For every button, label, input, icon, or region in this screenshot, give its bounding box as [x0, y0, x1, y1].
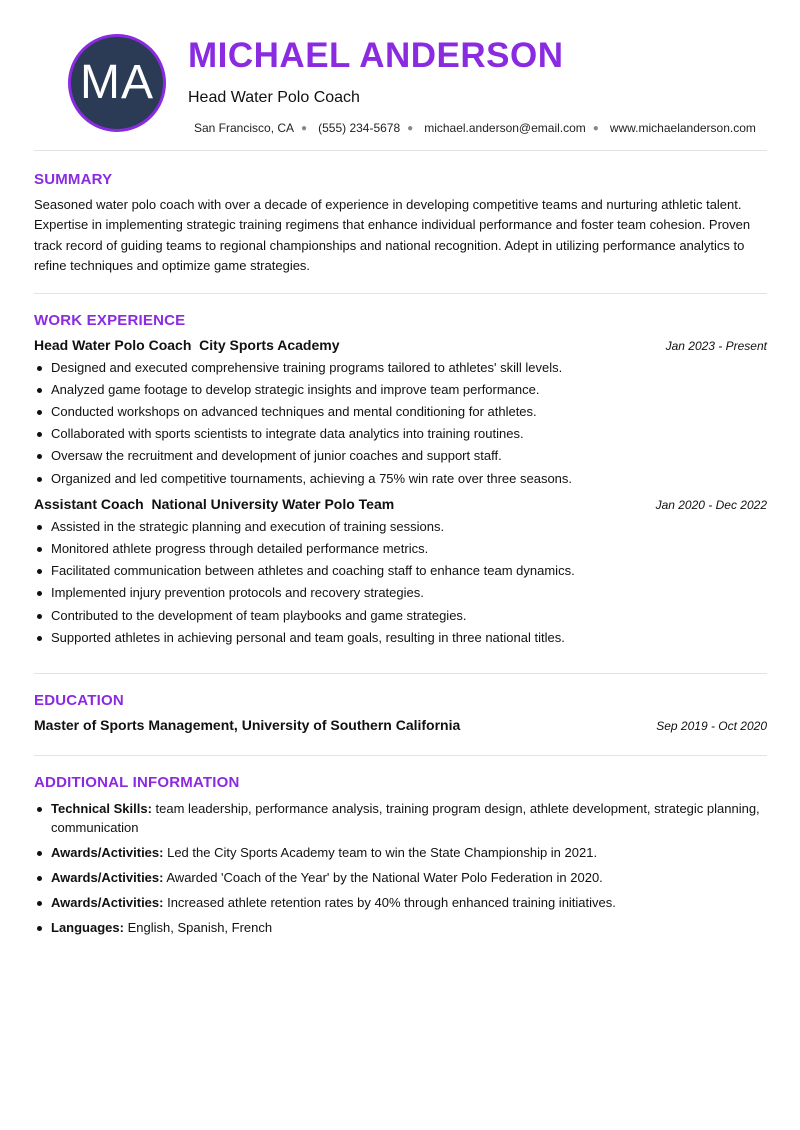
section-title-additional: ADDITIONAL INFORMATION — [34, 774, 240, 792]
info-key: Languages: — [51, 920, 124, 936]
bullet-item: Facilitated communication between athletes and coaching staff to enhance team dynamics. — [34, 560, 767, 582]
section-title-experience: WORK EXPERIENCE — [34, 311, 186, 329]
contact-email[interactable]: michael.anderson@email.com — [424, 121, 586, 135]
additional-section — [34, 756, 767, 937]
avatar-initials: MA — [80, 56, 154, 109]
education-section — [34, 674, 767, 755]
additional-list — [34, 799, 767, 937]
job-dates: Jan 2020 - Dec 2022 — [655, 497, 767, 512]
separator-dot: ● — [407, 122, 414, 134]
bullet-item: Organized and led competitive tournaments, achieving a 75% win rate over three seasons. — [34, 468, 767, 490]
separator-dot: ● — [592, 122, 599, 134]
education-entry — [34, 717, 767, 733]
bullet-item: Assisted in the strategic planning and execution of training sessions. — [34, 516, 767, 538]
section-title-education: EDUCATION — [34, 692, 124, 710]
candidate-name: MICHAEL ANDERSON — [188, 36, 564, 75]
job-entry — [34, 496, 767, 649]
bullet-item: Contributed to the development of team playbooks and game strategies. — [34, 605, 767, 627]
info-value: team leadership, performance analysis, training program design, athlete development, strategic planning, communication — [51, 801, 760, 836]
bullet-item: Oversaw the recruitment and development of junior coaches and support staff. — [34, 445, 767, 467]
bullet-item: Supported athletes in achieving personal and team goals, resulting in three national titles. — [34, 627, 767, 649]
avatar — [68, 34, 166, 132]
job-dates: Jan 2023 - Present — [665, 338, 767, 353]
candidate-title: Head Water Polo Coach — [188, 89, 360, 106]
job-entry — [34, 337, 767, 490]
summary-section — [34, 151, 767, 293]
bullet-item: Designed and executed comprehensive training programs tailored to athletes' skill levels. — [34, 357, 767, 379]
education-degree: Master of Sports Management, University of Southern California — [34, 717, 461, 734]
bullet-item: Collaborated with sports scientists to integrate data analytics into training routines. — [34, 423, 767, 445]
bullet-item: Monitored athlete progress through detailed performance metrics. — [34, 538, 767, 560]
info-key: Technical Skills: — [51, 801, 152, 817]
job-bullets — [34, 357, 767, 490]
info-item — [34, 918, 767, 937]
bullet-item: Analyzed game footage to develop strategic insights and improve team performance. — [34, 379, 767, 401]
info-item — [34, 799, 767, 837]
job-header — [34, 337, 767, 353]
contact-location: San Francisco, CA — [194, 121, 295, 135]
summary-text: Seasoned water polo coach with over a decade of experience in developing competitive teams and nurturing athletic talent. Expertise in implementing strategic training regimens that enhance individual performance and foster team cohesion. Proven track record of guiding teams to regional championships and national recognition. Adept in utilizing performance analytics to refine techniques and optimize game strategies. — [34, 197, 751, 274]
info-value: English, Spanish, French — [127, 920, 273, 936]
bullet-item: Conducted workshops on advanced techniques and mental conditioning for athletes. — [34, 401, 767, 423]
bullet-item: Implemented injury prevention protocols and recovery strategies. — [34, 582, 767, 604]
contact-website[interactable]: www.michaelanderson.com — [609, 121, 756, 135]
info-key: Awards/Activities: — [51, 870, 164, 886]
contact-phone: (555) 234-5678 — [318, 121, 401, 135]
resume-header — [34, 0, 767, 150]
info-item — [34, 868, 767, 887]
job-bullets — [34, 516, 767, 649]
info-key: Awards/Activities: — [51, 845, 164, 861]
job-header — [34, 496, 767, 512]
education-dates: Sep 2019 - Oct 2020 — [656, 719, 767, 734]
separator-dot: ● — [301, 122, 308, 134]
experience-section — [34, 294, 767, 673]
info-value: Increased athlete retention rates by 40% through enhanced training initiatives. — [167, 895, 616, 911]
contact-line — [194, 121, 756, 135]
info-item — [34, 843, 767, 862]
job-role: Assistant Coach National University Water Polo Team — [34, 495, 395, 512]
info-value: Awarded 'Coach of the Year' by the National Water Polo Federation in 2020. — [166, 870, 603, 886]
section-title-summary: SUMMARY — [34, 171, 113, 188]
info-key: Awards/Activities: — [51, 895, 164, 911]
info-value: Led the City Sports Academy team to win the State Championship in 2021. — [167, 845, 598, 861]
info-item — [34, 893, 767, 912]
job-role: Head Water Polo Coach City Sports Academy — [34, 336, 340, 353]
